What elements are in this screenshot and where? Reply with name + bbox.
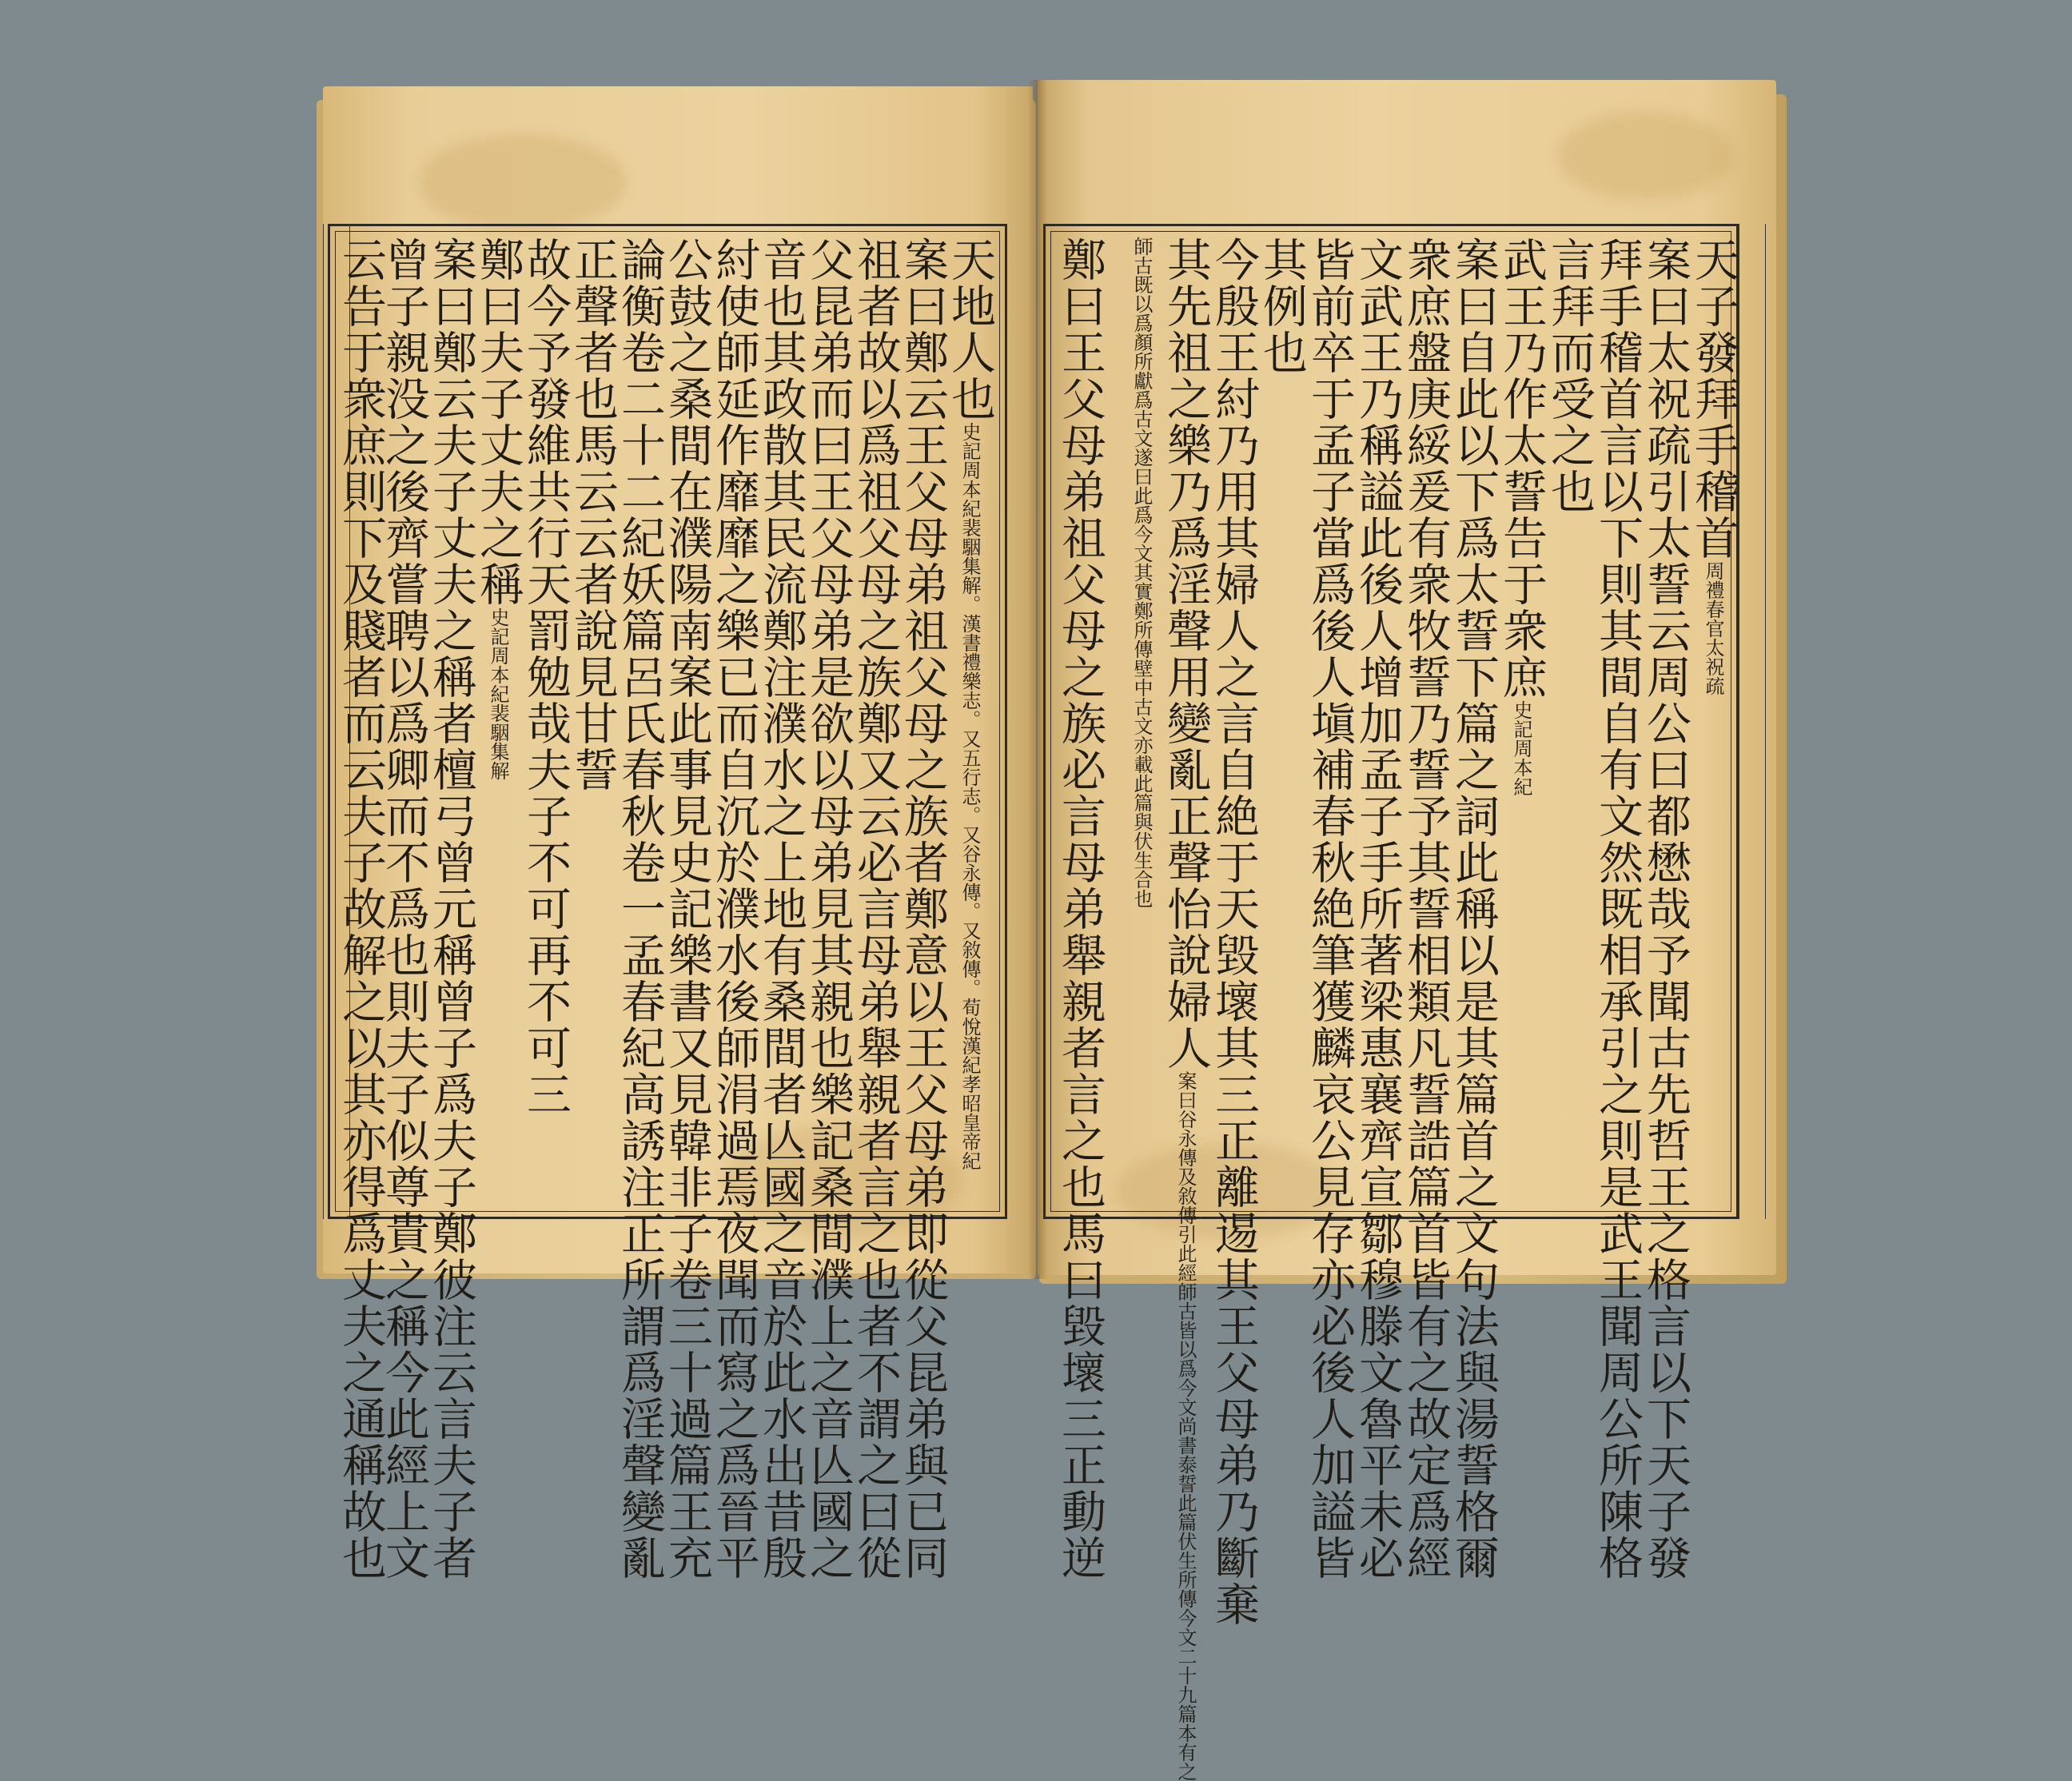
left-column-2 (896, 237, 949, 1581)
left-column-1-note: 史記周本紀裴駰集解。漢書禮樂志。又五行志。又谷永傳。又敘傳。荀悅漢紀孝昭皇帝紀 (958, 422, 981, 1170)
left-column-10-main: 故今予發維共行天罰勉哉夫子不可再不可三 (520, 237, 572, 1118)
right-column-13 (1115, 237, 1168, 1208)
left-column-9-main: 正聲者也馬云云者說見甘誓 (567, 237, 619, 793)
left-column-4-main: 父昆弟而曰王父母弟是欲以母弟見其親也樂記桑間濮上之音亾國之 (803, 237, 855, 1581)
left-column-11-main: 鄭曰夫子丈夫之稱 (472, 237, 524, 608)
right-column-1-main: 天子發拜手稽首 (1687, 237, 1739, 561)
right-column-2-main: 案曰太祝疏引太誓云周公曰都懋哉予聞古先哲王之格言以下天子發 (1640, 237, 1691, 1581)
right-column-12-note: 案曰谷永傳及敘傳引此經師古皆以爲今文尚書泰誓此篇伏生所傳今文二十九篇本有之 (1174, 1071, 1197, 1781)
right-column-10 (1255, 237, 1308, 1208)
left-column-12-main: 案曰鄭云夫子丈夫之稱者檀弓曾元稱曾子爲夫子鄭彼注云言夫子者 (425, 237, 477, 1581)
right-column-8-main: 文武王乃稱謚此後人增加孟子手所著梁惠襄齊宣鄒穆滕文魯平未必 (1352, 237, 1404, 1581)
right-column-8 (1351, 237, 1404, 1581)
right-column-5-note: 史記周本紀 (1510, 700, 1532, 796)
left-column-10 (519, 237, 572, 1208)
left-column-7-main: 公鼓之桑間在濮陽南案此事見史記樂書又見韓非子卷三十過篇王充 (661, 237, 713, 1581)
right-column-12-main: 其先祖之樂乃爲淫聲用變亂正聲怡說婦人 (1160, 237, 1212, 1071)
right-column-10-main: 其例也 (1256, 237, 1308, 376)
right-column-7 (1399, 237, 1452, 1581)
left-column-6-main: 紂使師延作靡靡之樂已而自沉於濮水後師涓過焉夜聞而寫之爲晉平 (708, 237, 760, 1581)
left-column-5 (755, 237, 807, 1581)
right-block-center (1739, 224, 1766, 1219)
right-column-5-main: 武王乃作太誓告于衆庶 (1496, 237, 1548, 700)
left-column-13-main: 曾子親没之後齊嘗聘以爲卿而不爲也則夫子似尊貴之稱今此經上文 (378, 237, 430, 1581)
right-column-7-main: 衆庶盤庚綏爰有衆牧誓乃誓予其誓相類凡誓誥篇首皆有之故定爲經 (1400, 237, 1452, 1581)
right-column-3-main: 拜手稽首言以下則其間自有文然既相承引之則是武王聞周公所陳格 (1592, 237, 1644, 1581)
right-column-6 (1447, 237, 1500, 1581)
right-column-1-note: 周禮春官太祝疏 (1702, 561, 1724, 695)
left-column-3 (849, 237, 902, 1581)
right-column-3 (1591, 237, 1644, 1581)
left-column-9 (566, 237, 619, 1208)
right-column-1 (1687, 237, 1739, 1208)
right-column-11-main: 今殷王紂乃用其婦人之言自絶于天毀壞其三正離逷其王父母弟乃斷棄 (1208, 237, 1260, 1628)
left-column-3-main: 祖者故以爲祖父母之族鄭又云必言母弟舉親者言之也者不謂之曰從 (850, 237, 902, 1581)
left-column-1-main: 天地人也 (944, 237, 996, 422)
right-column-14-main: 鄭曰王父母弟祖父母之族必言母弟舉親者言之也馬曰毀壞三正動逆 (1054, 237, 1106, 1581)
left-column-11 (472, 237, 524, 1208)
right-column-2 (1639, 237, 1691, 1581)
left-column-14 (334, 237, 387, 1581)
left-column-5-main: 音也其政散其民流鄭注濮水之上地有桑間者亾國之音於此水出昔殷 (755, 237, 807, 1581)
left-column-7 (660, 237, 713, 1581)
left-column-2-main: 案曰鄭云王父母弟祖父母之族者鄭意以王父母弟即從父昆弟與已同 (897, 237, 949, 1581)
left-column-14-main: 云告于衆庶則下及賤者而云夫子故解之以其亦得爲丈夫之通稱故也 (335, 237, 387, 1581)
right-column-11 (1207, 237, 1260, 1628)
right-column-4 (1543, 237, 1596, 1208)
right-column-5 (1495, 237, 1548, 1208)
left-column-6 (707, 237, 760, 1581)
right-column-9 (1303, 237, 1356, 1581)
left-column-12 (424, 237, 477, 1581)
left-column-11-note: 史記周本紀裴駰集解 (487, 608, 509, 780)
right-column-14 (1054, 237, 1106, 1581)
right-column-6-main: 案曰自此以下爲太誓下篇之詞此稱以是其篇首之文句法與湯誓格爾 (1448, 237, 1500, 1581)
left-column-8-main: 論衡卷二十二紀妖篇呂氏春秋卷一孟春紀高誘注正所謂爲淫聲變亂 (614, 237, 666, 1581)
left-column-8 (613, 237, 666, 1581)
left-column-1 (943, 237, 996, 1208)
right-column-9-main: 皆前卒于孟子當爲後人塡補春秋絶筆獲麟哀公見存亦必後人加謚皆 (1304, 237, 1356, 1581)
right-column-13-note: 師古既以爲顏所獻爲古文遂曰此爲今文其實鄭所傳壁中古文亦載此篇與伏生合也 (1130, 237, 1153, 908)
right-column-4-main: 言拜而受之也 (1544, 237, 1596, 515)
left-column-4 (802, 237, 855, 1581)
